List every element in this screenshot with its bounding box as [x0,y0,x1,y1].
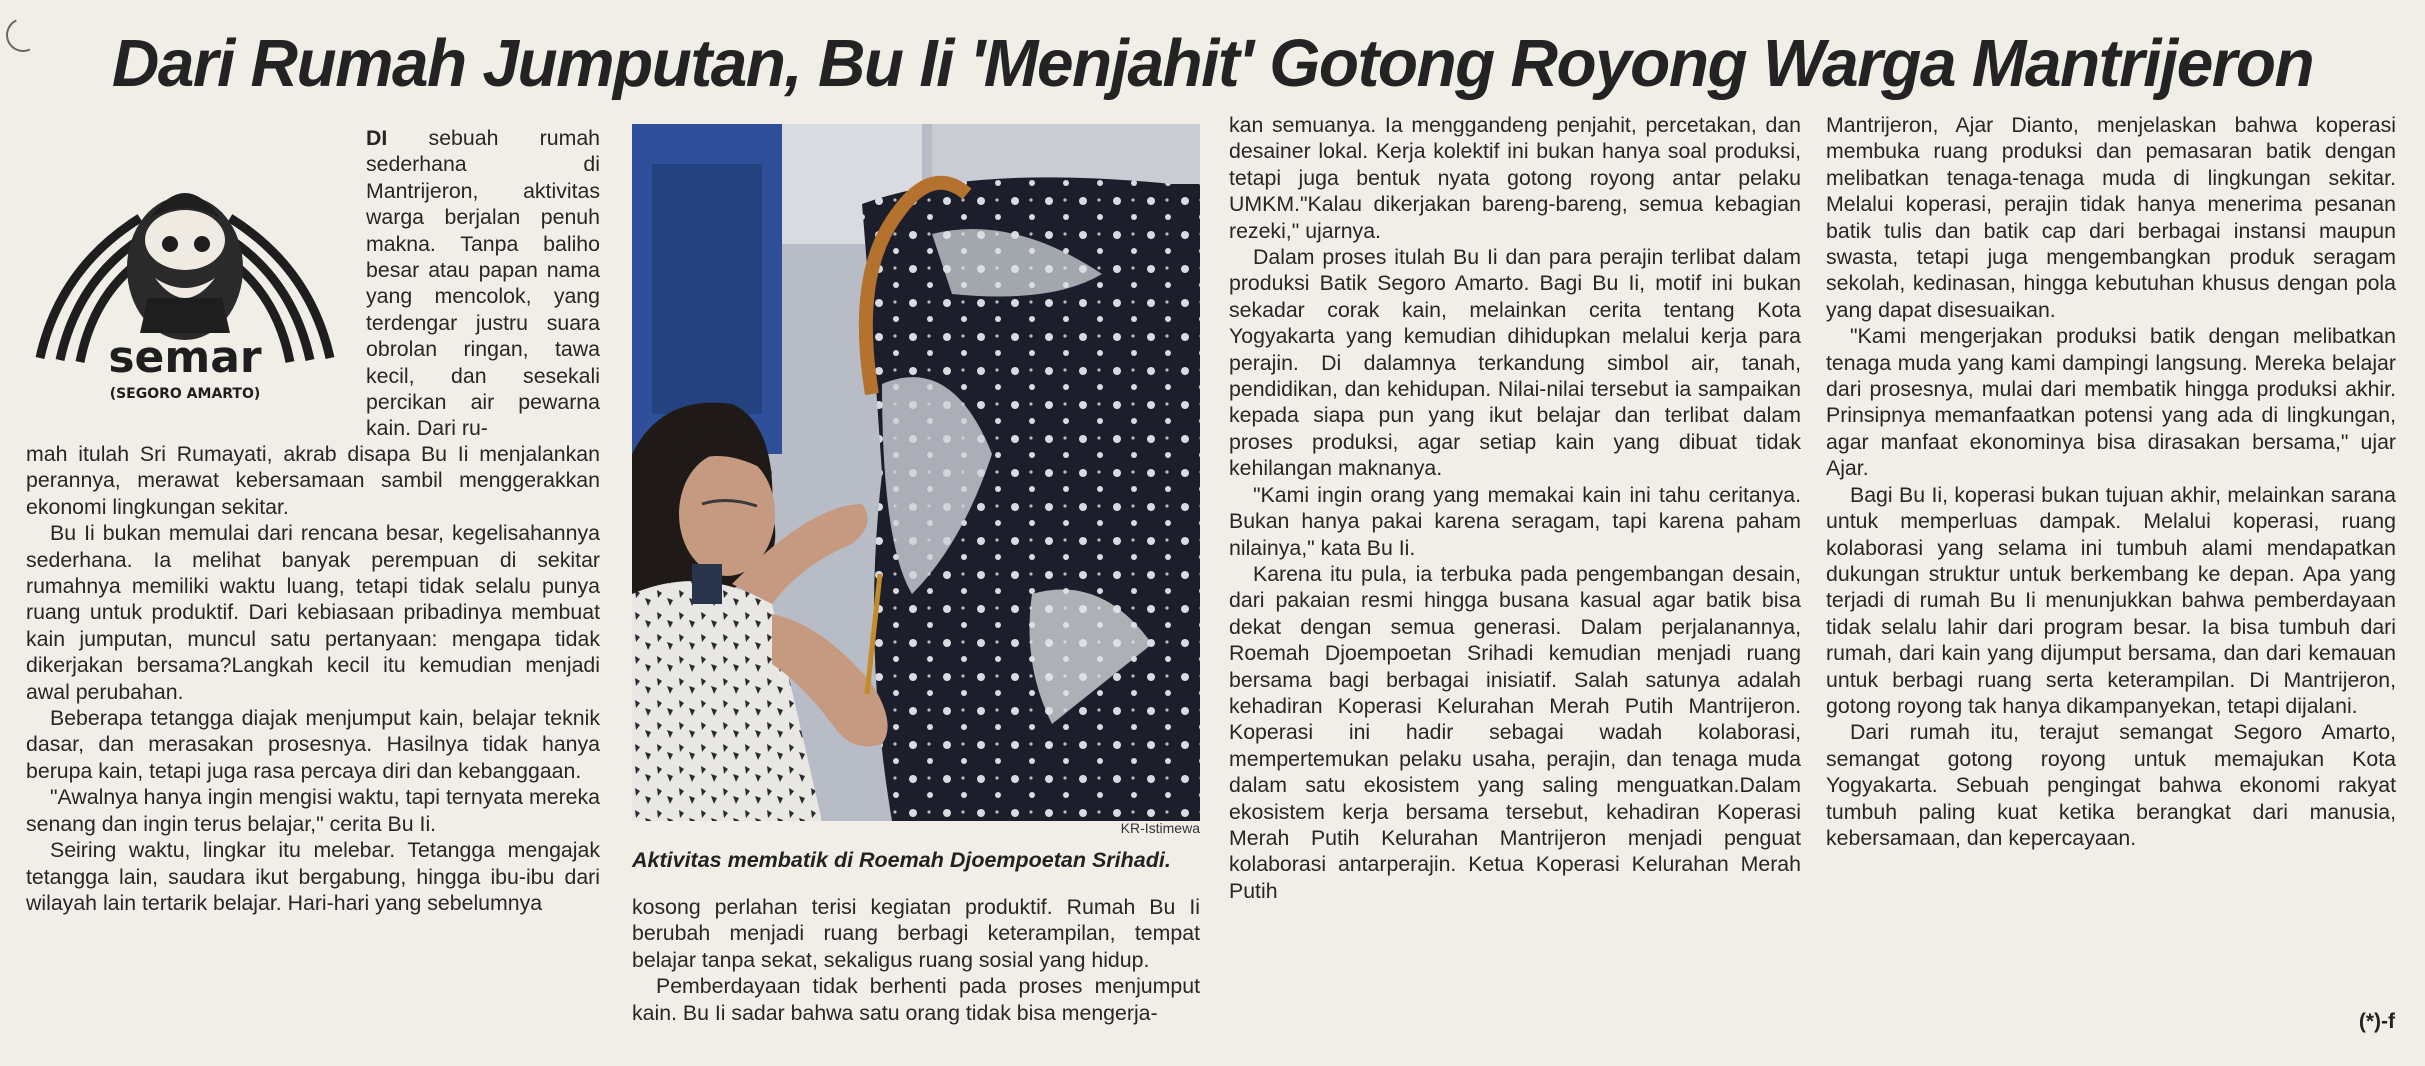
signoff: (*)-f [2358,1010,2395,1033]
col2-paragraph: Pemberdayaan tidak berhenti pada proses menjumput kain. Bu Ii sadar bahwa satu orang tidak bisa mengerja- [632,974,1200,1025]
col1-paragraph: Beberapa tetangga diajak menjumput kain, belajar teknik dasar, dan merasakan prosesnya. Hasilnya tidak hanya berupa kain, tetapi juga rasa percaya diri dan kebanggaan. [26,706,600,783]
photo-caption: Aktivitas membatik di Roemah Djoempoetan Srihadi. [632,848,1171,872]
col4-paragraph: Bagi Bu Ii, koperasi bukan tujuan akhir, melainkan sarana untuk memperluas dampak. Melalui koperasi, ruang kolaborasi yang selama ini tumbuh alami mendapatkan dukungan struktur untuk berkembang ke depan. Apa yang terjadi di rumah Bu Ii menunjukkan bahwa pemberdayaan tidak selalu lahir dari program besar. Ia bisa tumbuh dari rumah, dari kain yang dijumput bersama, dan dari kemauan untuk berbagi ruang serta keterampilan. Di Mantrijeron, gotong royong tak hanya dikampanyekan, tetapi dijalani. [1826,482,2396,718]
semar-logo-icon [30,148,340,410]
col1-paragraph: Bu Ii bukan memulai dari rencana besar, kegelisahannya sederhana. Ia melihat banyak perempuan di sekitar rumahnya memiliki waktu luang, tetapi tidak selalu punya ruang untuk produktif. Dari kebiasaan pribadinya membuat kain jumputan, muncul satu pertanyaan: mengapa tidak dikerjakan bersama?Langkah kecil itu kemudian menjadi awal perubahan. [26,521,600,704]
column-3 [1229,112,1801,904]
col4-paragraph: Mantrijeron, Ajar Dianto, menjelaskan bahwa koperasi membuka ruang produksi dan pemasaran batik dengan melibatkan tenaga-tenaga muda di lingkungan sekitar. Melalui koperasi, perajin tidak hanya menerima pesanan batik tulis dan batik cap dari berbagai instansi maupun swasta, tetapi juga mengembangkan produk seragam sekolah, kedinasan, hingga kebutuhan khusus dengan pola yang dapat disesuaikan. [1826,113,2396,322]
batik-photo [632,124,1200,821]
col4-paragraph: Dari rumah itu, terajut semangat Segoro Amarto, semangat gotong royong untuk memajukan Kota Yogyakarta. Sebuah pengingat bahwa ekonomi rakyat tumbuh paling kuat ketika berangkat dari manusia, kebersamaan, dan kepercayaan. [1826,720,2396,850]
headline: Dari Rumah Jumputan, Bu Ii 'Menjahit' Gotong Royong Warga Mantrijeron [111,26,2314,101]
logo-subtext: (SEGORO AMARTO) [109,386,261,402]
col3-paragraph: "Kami ingin orang yang memakai kain ini tahu ceritanya. Bukan hanya pakai karena seragam, tapi karena paham nilainya," kata Bu Ii. [1229,482,1801,560]
column-4 [1826,112,2396,851]
column-2 [632,894,1200,1026]
col1-paragraph: "Awalnya hanya ingin mengisi waktu, tapi ternyata mereka senang dan ingin terus belajar," cerita Bu Ii. [26,785,600,836]
dropcap: DI [366,126,388,150]
col3-paragraph: kan semuanya. Ia menggandeng penjahit, percetakan, dan desainer lokal. Kerja kolektif ini bukan hanya soal produksi, tetapi juga bentuk nyata gotong royong antar pelaku UMKM."Kalau dikerjakan bareng-bareng, semua kebagian rezeki," ujarnya. [1229,113,1801,243]
col1-paragraph: Seiring waktu, lingkar itu melebar. Tetangga mengajak tetangga lain, saudara ikut bergabung, hingga ibu-ibu dari wilayah lain tertarik belajar. Hari-hari yang sebelumnya [26,838,600,915]
logo-text: semar [108,332,262,383]
batik-photo-graphic [632,124,1200,821]
column-1 [26,441,600,916]
col3-paragraph: Dalam proses itulah Bu Ii dan para perajin terlibat dalam produksi Batik Segoro Amarto. Bagi Bu Ii, motif ini bukan sekadar corak kain, melainkan cerita tentang Kota Yogyakarta yang kemudian dihidupkan melalui kerja para perajin. Di dalamnya terkandung simbol air, tanah, pendidikan, dan kehidupan. Nilai-nilai tersebut ia sampaikan kepada siapa pun yang ikut belajar dan terlibat dalam proses produksi, agar setiap kain yang dibuat tidak kehilangan maknanya. [1229,245,1801,481]
col2-paragraph: kosong perlahan terisi kegiatan produktif. Rumah Bu Ii berubah menjadi ruang berbagi keterampilan, tempat belajar tanpa sekat, sekaligus ruang sosial yang hidup. [632,895,1200,972]
col3-paragraph: Karena itu pula, ia terbuka pada pengembangan desain, dari pakaian resmi hingga busana kasual agar batik bisa dekat dengan semua generasi. Dalam perjalanannya, Roemah Djoempoetan Srihadi kemudian menjadi ruang bersama bagi berbagai inisiatif. Salah satunya adalah kehadiran Koperasi Kelurahan Merah Putih Mantrijeron. Koperasi ini hadir sebagai wadah kolaborasi, mempertemukan pelaku usaha, perajin, dan tenaga muda dalam satu ekosistem yang saling menguatkan.Dalam ekosistem kerja bersama tersebut, kehadiran Koperasi Merah Putih Kelurahan Mantrijeron menjadi penguat kolaborasi antarperajin. Ketua Koperasi Kelurahan Merah Putih [1229,561,1801,903]
intro-side-text [366,125,600,442]
photo-credit: KR-Istimewa [1120,820,1200,836]
col4-paragraph: "Kami mengerjakan produksi batik dengan melibatkan tenaga muda yang kami dampingi langsung. Mereka belajar dari prosesnya, mulai dari membatik hingga produksi akhir. Prinsipnya memanfaatkan potensi yang ada di lingkungan, agar manfaat ekonominya bisa dirasakan bersama," ujar Ajar. [1826,324,2396,481]
intro-side-paragraph: sebuah rumah sederhana di Mantrijeron, aktivitas warga berjalan penuh makna. Tanpa baliho besar atau papan nama yang mencolok, yang terdengar justru suara obrolan ringan, tawa kecil, dan sesekali percikan air pewarna kain. Dari ru- [366,126,601,441]
intro-rest-paragraph: mah itulah Sri Rumayati, akrab disapa Bu Ii menjalankan perannya, merawat kebersamaan sambil menggerakkan ekonomi lingkungan sekitar. [26,442,600,519]
semar-logo-graphic [30,148,340,410]
